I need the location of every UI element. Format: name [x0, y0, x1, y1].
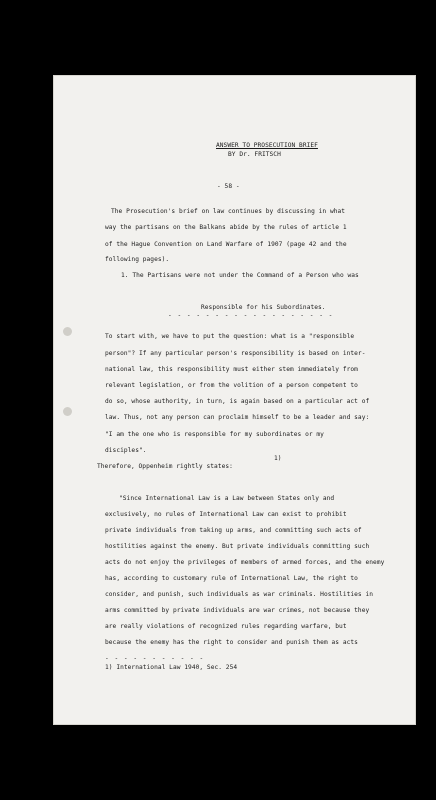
- footnote-reference: 1): [274, 455, 282, 462]
- punch-hole: [63, 327, 72, 336]
- paragraph-line: person"? If any particular person's responsibility is based on inter-: [105, 350, 366, 357]
- section-heading: Responsible for his Subordinates.: [201, 304, 326, 311]
- punch-hole: [63, 407, 72, 416]
- page-number: - 58 -: [217, 183, 240, 190]
- quote-line: consider, and punish, such individuals as war criminals. Hostilities in: [105, 591, 374, 598]
- intro-line: way the partisans on the Balkans abide by the rules of article 1: [105, 224, 347, 231]
- paragraph-line: national law, this responsibility must either stem immediately from: [105, 366, 358, 373]
- therefore-line: Therefore, Oppenheim rightly states:: [97, 463, 233, 470]
- quote-line: because the enemy has the right to consider and punish them as acts: [105, 639, 358, 646]
- quote-line: has, according to customary rule of International Law, the right to: [105, 575, 358, 582]
- quote-line: exclusively, no rules of International Law can exist to prohibit: [105, 511, 347, 518]
- paragraph-line: disciples".: [105, 447, 147, 454]
- quote-line: private individuals from taking up arms, and committing such acts of: [105, 527, 362, 534]
- header-title: ANSWER TO PROSECUTION BRIEF: [216, 142, 318, 149]
- quote-line: are really violations of recognized rules regarding warfare, but: [105, 623, 347, 630]
- intro-line: The Prosecution's brief on law continues by discussing in what: [111, 208, 346, 215]
- quote-line: hostilities against the enemy. But private individuals committing such: [105, 543, 370, 550]
- footnote: 1) International Law 1940, Sec. 254: [105, 664, 238, 671]
- dash-rule: - - - - - - - - - - - - - - - - - -: [168, 312, 334, 319]
- paragraph-line: law. Thus, not any person can proclaim himself to be a leader and say:: [105, 414, 370, 421]
- header-author: BY Dr. FRITSCH: [228, 151, 281, 158]
- quote-line: arms committed by private individuals are war crimes, not because they: [105, 607, 370, 614]
- paragraph-line: To start with, we have to put the question: what is a "responsible: [105, 333, 355, 340]
- quote-line: acts do not enjoy the privileges of members of armed forces, and the enemy: [105, 559, 385, 566]
- paragraph-line: "I am the one who is responsible for my subordinates or my: [105, 431, 324, 438]
- intro-line: of the Hague Convention on Land Warfare of 1907 (page 42 and the: [105, 241, 347, 248]
- document-page: [53, 75, 416, 725]
- paragraph-line: relevant legislation, or from the volition of a person competent to: [105, 382, 358, 389]
- quote-line: "Since International Law is a Law between States only and: [119, 495, 335, 502]
- intro-line: following pages).: [105, 256, 170, 263]
- section-heading: 1. The Partisans were not under the Command of a Person who was: [121, 272, 359, 279]
- footnote-rule: - - - - - - - - - - -: [105, 655, 205, 662]
- paragraph-line: do so, whose authority, in turn, is again based on a particular act of: [105, 398, 370, 405]
